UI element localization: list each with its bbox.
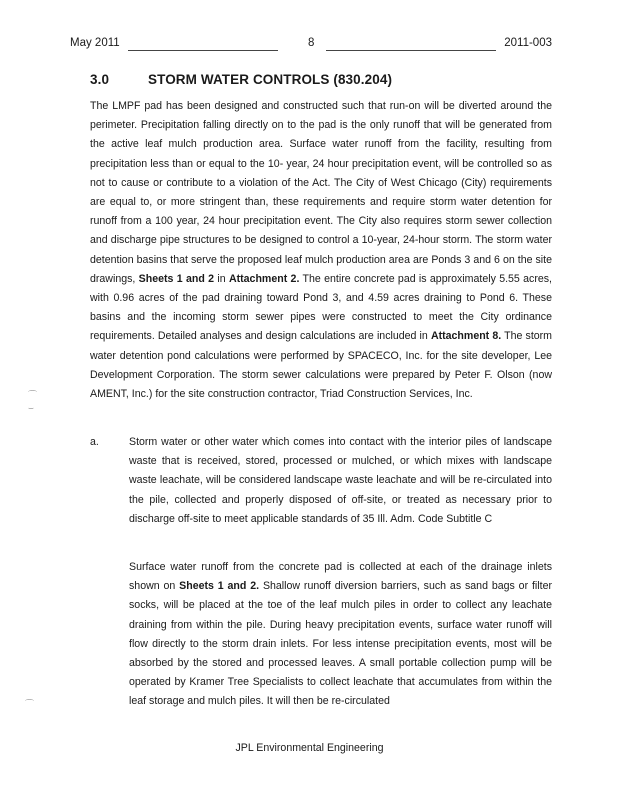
list-item-text: Storm water or other water which comes into contact with the interior piles of landscape waste that is received, stored, processed or mulched, or which mixes with landscape waste leachate, will be considered landscape waste leachate and will be re-circulated into the pile, collected and properly disposed of off-site, or treated as necessary prior to discharge off-site to meet applicable standards of 35 Ill. Adm. Code Subtitle C <box>129 436 552 525</box>
list-item-label: a. <box>90 436 99 448</box>
bold-reference: Attachment 8. <box>430 330 502 343</box>
page-footer: JPL Environmental Engineering <box>235 742 384 754</box>
section-number: 3.0 <box>90 72 110 87</box>
bold-reference: Attachment 2. <box>228 272 300 285</box>
header-doc-number: 2011-003 <box>504 37 552 49</box>
text-run: Surface water runoff from the concrete pad is collected at each of the drainage inlets shown on <box>129 561 552 593</box>
header-rule-left <box>128 50 278 51</box>
header-rule-right <box>326 50 496 51</box>
scan-mark: ⌣ <box>28 403 34 413</box>
paragraph-runoff-collection <box>129 558 552 712</box>
page-header <box>70 37 552 53</box>
text-run: The storm water detention pond calculations were performed by SPACECO, Inc. for the site developer, Lee Development Corporation. The storm sewer calculations were prepared by Peter F. Olson (now AMENT, Inc.) for the site construction contractor, Triad Construction Services, Inc. <box>90 330 553 401</box>
text-run: Shallow runoff diversion barriers, such as sand bags or filter socks, will be placed at the toe of the leaf mulch piles in order to collect any leachate draining from within the pile. During heavy precipitation events, surface water runoff will flow directly to the storm drain inlets. For less intense precipitation events, most will be absorbed by the stored and processed leaves. A small portable collection pump will be operated by Kramer Tree Specialists to collect leachate that accumulates from within the leaf storage and mulch piles. It will then be re-circulated <box>129 580 552 708</box>
text-run: in <box>214 272 229 285</box>
text-run: The entire concrete pad is approximately 5.55 acres, with 0.96 acres of the pad draining toward Pond 3, and 4.59 acres draining to Pond 6. These basins and the incoming storm sewer pipes were constructed to meet the City ordinance requirements. Detailed analyses and design calculations are included in <box>90 272 552 343</box>
text-run: The LMPF pad has been designed and constructed such that run-on will be diverted around the perimeter. Precipitation falling directly on to the pad is the only runoff that will be generated from the active leaf mulch production area. Surface water runoff from the facility, resulting from precipitation less than or equal to the 10- year, 24 hour precipitation event, will be controlled so as not to cause or contribute to a violation of the Act. The City of West Chicago (City) requirements are equal to, or more stringent than, these requirements and require storm water detention for runoff from a 100 year, 24 hour precipitation event. The City also requires storm sewer collection and discharge pipe structures to be designed to control a 10-year, 24-hour storm. The storm water detention basins that serve the proposed leaf mulch production area are Ponds 3 and 6 on the site drawings, <box>90 100 552 285</box>
paragraph-storm-water-overview <box>90 97 552 404</box>
scan-mark: ⌒ <box>25 699 35 709</box>
section-title: STORM WATER CONTROLS (830.204) <box>148 72 393 87</box>
header-page-number: 8 <box>308 37 315 49</box>
bold-reference: Sheets 1 and 2 <box>138 272 215 285</box>
scan-mark: ⌒ <box>28 390 38 400</box>
header-date: May 2011 <box>70 37 120 49</box>
section-heading <box>90 72 392 87</box>
bold-reference: Sheets 1 and 2. <box>179 580 260 593</box>
